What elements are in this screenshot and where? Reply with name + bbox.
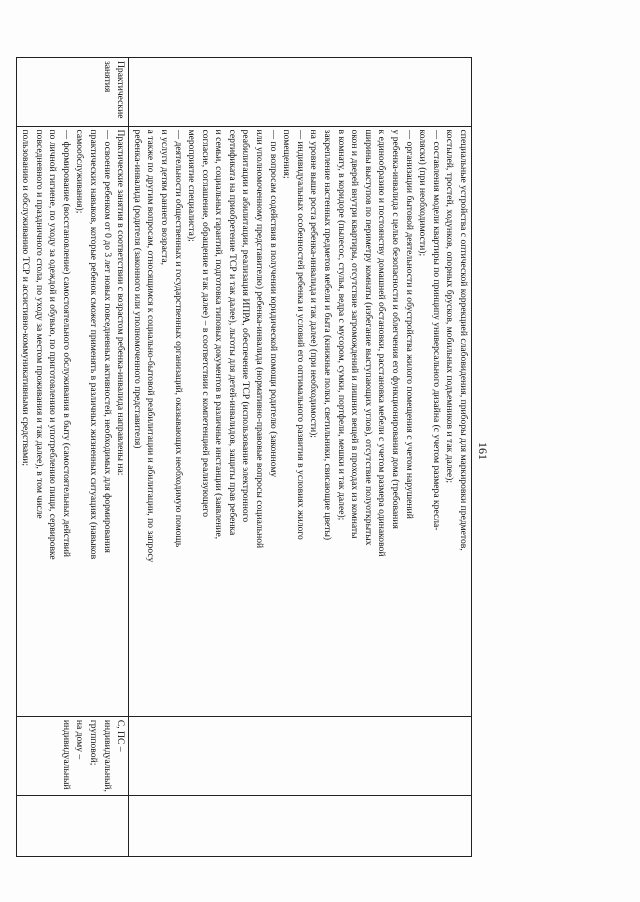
table-row xyxy=(17,58,129,857)
event-content-cell xyxy=(129,126,472,716)
form-line: индивидуальный xyxy=(60,719,72,790)
table-row xyxy=(129,58,472,857)
event-name-line: занятия xyxy=(101,61,113,93)
content-line: — составления модели квартиры по принципу универсального дизайна (с учетом размера кресла- xyxy=(430,129,442,531)
content-line: самообслуживания); xyxy=(74,129,86,214)
content-line: мероприятие специалиста); xyxy=(186,129,198,242)
content-line: — формирование (восстановление) самостоятельного обслуживания в быту (самостоятельных действий xyxy=(60,129,72,558)
content-line: в комнату, в коридоре (пылесос, стулья, ведра с мусором, сумки, портфели, мешки и так далее); xyxy=(335,129,347,521)
content-line: — освоение ребенком от 0 до 3 лет новых повседневных активностей, необходимых для формирования xyxy=(101,129,113,553)
event-extra-cell xyxy=(17,795,129,856)
content-line: — по вопросам содействия в получении юридической помощи родителю (законному xyxy=(267,129,279,478)
document-table xyxy=(16,57,472,857)
form-line: групповой; xyxy=(87,719,99,766)
page-number: 161 xyxy=(476,442,490,460)
content-line: на уровне выше роста ребенка-инвалида и так далее) (при необходимости); xyxy=(308,129,320,438)
content-line: реабилитации и абилитации, реализация ИПРА, обеспечение ТСР (использование электронного xyxy=(240,129,252,523)
content-line: закрепление настенных предметов мебели и быта (книжные полки, светильники, свисающие цветы) xyxy=(322,129,334,541)
event-name-cell xyxy=(17,58,129,127)
content-line: ширины выступов по периметру комнаты (избегание выступающих углов), отсутствие полуоткрытых xyxy=(362,129,374,546)
content-line: ребенка-инвалида (родителя (законного или уполномоченного представителя) xyxy=(131,129,143,449)
content-line: согласие, соглашение, обращение и так далее) – в соответствии с компетенцией реализующего xyxy=(199,129,211,518)
content-line: коляски) (при необходимости); xyxy=(417,129,429,257)
event-name-line: Практические xyxy=(115,61,127,119)
content-line: сертификата на приобретение ТСР и так далее), льготы для детей-инвалидов, защиты прав ребенка xyxy=(226,129,238,536)
content-line: практических навыков, которые ребенок сможет применять в различных жизненных ситуациях (навыков xyxy=(87,129,99,560)
event-content-cell xyxy=(17,126,129,716)
form-line: С, ПС – xyxy=(115,719,127,752)
content-line: по личной гигиене, по уходу за одеждой и обувью, по приготовлению и употреблению пищи, сервировке xyxy=(47,129,59,560)
content-line: к единообразию и постоянству домашней обстановки, расстановка мебели с учетом размера одинаковой xyxy=(376,129,388,557)
content-line: специальные устройства с оптической коррекцией слабовидения, приборы для маркировки предметов, xyxy=(458,129,469,551)
content-line: костылей, тростей, ходунков, опорных брусков, мобильных подъемников и так далее); xyxy=(444,129,456,484)
content-line: окон и дверей внутри квартиры, отсутствие загромождений и лишних вещей в проходах из комнаты xyxy=(349,129,361,539)
form-line: на дому – xyxy=(74,719,86,760)
content-line: и услуги детям раннего возраста, xyxy=(158,129,170,266)
event-form-cell xyxy=(129,716,472,795)
event-form-cell xyxy=(17,716,129,795)
content-line: — индивидуальных особенностей ребенка и условий его оптимального развития в условиях жилого xyxy=(294,129,306,540)
content-line: Практические занятия в соответствии с возрастом ребенка-инвалида направлены на: xyxy=(115,129,127,476)
form-line: индивидуальный, xyxy=(101,719,113,792)
event-name-cell xyxy=(129,58,472,127)
content-line: а также по другим вопросам, относящимся к социально-бытовой реабилитации и абилитации, по запросу xyxy=(145,129,157,563)
content-line: или уполномоченному представителю) ребенка-инвалида (нормативно-правовые вопросы социальной xyxy=(254,129,266,549)
content-line: — деятельности общественных и государственных организаций, оказывающих необходимую помощь xyxy=(172,129,184,548)
event-extra-cell xyxy=(129,795,472,856)
content-line: и семьи, социальных гарантий, подготовка типовых документов в различные инстанции (заявление, xyxy=(213,129,225,540)
content-line: повседневного и праздничного стола, по уходу за местом проживания и так далее), в том числе xyxy=(33,129,45,519)
content-line: помещения; xyxy=(281,129,293,179)
content-line: у ребенка-инвалида с целью безопасности и облегчения его функционирования дома (требования xyxy=(390,129,402,529)
content-line: пользованию и обслуживанию ТСР и ассистивно-коммуникативными средствами; xyxy=(20,129,31,467)
content-line: — организации бытовой деятельности и обустройства жилого помещения с учетом нарушений xyxy=(403,129,415,519)
